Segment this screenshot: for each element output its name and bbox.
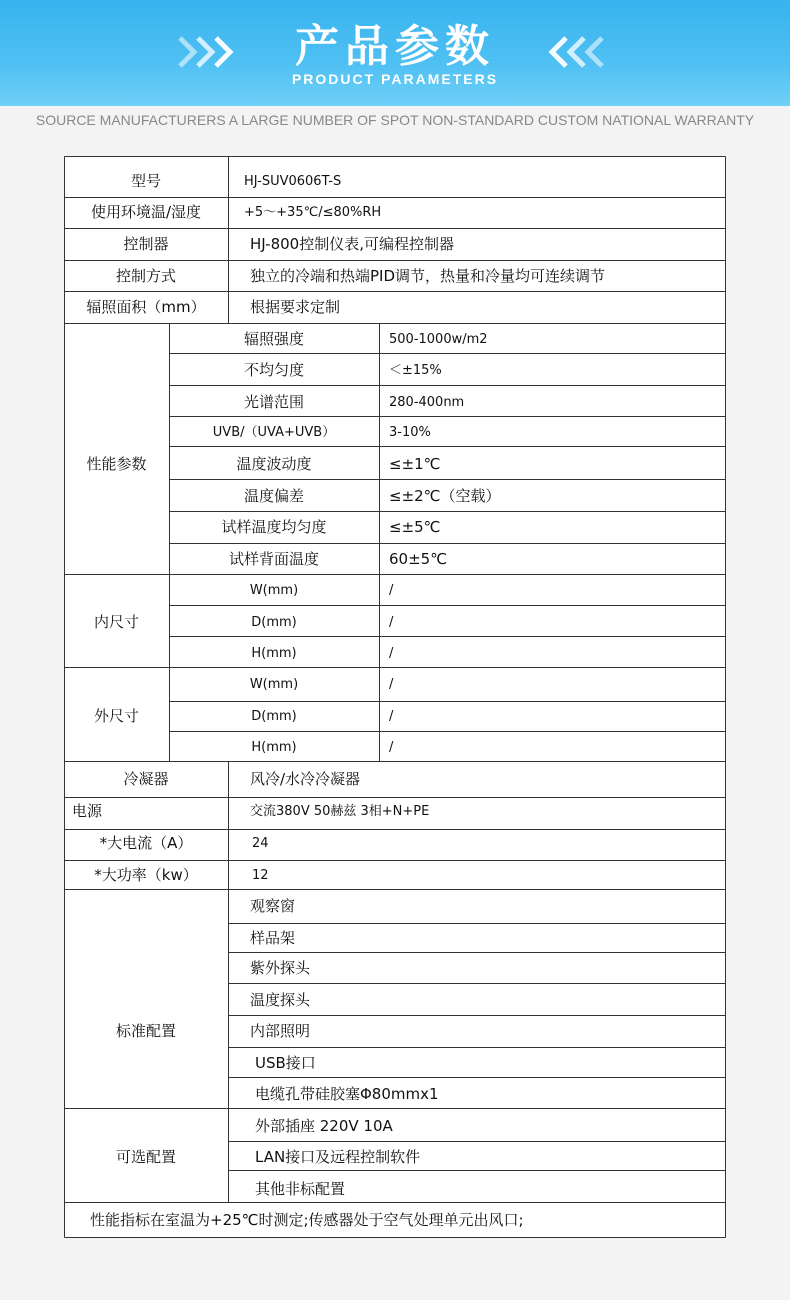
performance-value-4: ≤±1℃ [389,455,441,473]
performance-value-3: 3-10% [389,425,431,440]
outer-label: 外尺寸 [93,707,139,725]
table-grid [64,156,726,1238]
standard-item-2: 紫外探头 [250,959,311,977]
performance-value-5: ≤±2℃（空载） [389,487,501,505]
controller-value: HJ-800控制仪表,可编程控制器 [250,235,454,253]
performance-name-5: 温度偏差 [243,487,304,505]
performance-value-7: 60±5℃ [389,550,448,568]
power-value: 交流380V 50赫兹 3相+N+PE [250,804,430,819]
power-label: 电源 [72,802,103,820]
inner-name-2: H(mm) [251,646,297,661]
outer-name-1: D(mm) [251,709,297,724]
page-subtitle: PRODUCT PARAMETERS [291,71,499,87]
controller-label: 控制器 [123,235,169,253]
performance-value-2: 280-400nm [389,395,465,410]
outer-value-2: / [389,740,394,755]
wattage-value: 12 [252,868,269,883]
inner-name-1: D(mm) [251,615,297,630]
performance-name-2: 光谱范围 [243,393,304,411]
page-title: 产品参数 [295,21,495,72]
optional-label: 可选配置 [115,1148,176,1166]
standard-item-3: 温度探头 [250,991,311,1009]
standard-item-0: 观察窗 [250,897,296,915]
control-mode-label: 控制方式 [115,267,176,285]
optional-item-2: 其他非标配置 [255,1180,346,1198]
wattage-label: *大功率（kw） [94,866,198,884]
performance-value-0: 500-1000w/m2 [389,332,488,347]
performance-value-6: ≤±5℃ [389,518,441,536]
parameters-table [64,156,726,1238]
performance-value-1: ＜±15% [389,363,442,378]
condenser-value: 风冷/水冷冷凝器 [250,770,361,788]
inner-value-0: / [389,583,394,598]
inner-value-1: / [389,615,394,630]
tagline: SOURCE MANUFACTURERS A LARGE NUMBER OF SPOT NON-STANDARD CUSTOM NATIONAL WARRANTY [35,112,755,128]
area-value: 根据要求定制 [250,298,341,316]
current-label: *大电流（A） [99,834,193,852]
outer-value-1: / [389,709,394,724]
model-label: 型号 [130,172,161,190]
footnote: 性能指标在室温为+25℃时测定;传感器处于空气处理单元出风口; [90,1211,524,1229]
performance-label: 性能参数 [86,455,147,473]
area-label: 辐照面积（mm） [86,298,206,316]
double-chevron-left-icon [546,34,612,70]
standard-item-6: 电缆孔带硅胶塞Φ80mmx1 [255,1085,439,1103]
performance-name-7: 试样背面温度 [228,550,319,568]
performance-name-6: 试样温度均匀度 [221,518,327,536]
current-value: 24 [252,836,269,851]
control-mode-value: 独立的冷端和热端PID调节，热量和冷量均可连续调节 [250,267,606,285]
outer-name-2: H(mm) [251,740,297,755]
env-label: 使用环境温/湿度 [90,203,202,221]
performance-name-3: UVB/（UVA+UVB） [212,425,336,440]
outer-value-0: / [389,677,394,692]
standard-item-5: USB接口 [255,1054,316,1072]
inner-value-2: / [389,646,394,661]
outer-name-0: W(mm) [249,677,299,692]
inner-label: 内尺寸 [93,613,139,631]
standard-label: 标准配置 [115,1022,176,1040]
model-value: HJ-SUV0606T-S [244,174,342,189]
env-value: +5～+35℃/≤80%RH [244,205,382,220]
performance-name-0: 辐照强度 [243,330,304,348]
condenser-label: 冷凝器 [123,770,169,788]
header-banner [0,0,790,106]
performance-name-1: 不均匀度 [243,361,304,379]
standard-item-4: 内部照明 [250,1022,311,1040]
performance-name-4: 温度波动度 [236,455,312,473]
optional-item-1: LAN接口及远程控制软件 [255,1148,421,1166]
optional-item-0: 外部插座 220V 10A [255,1117,393,1135]
inner-name-0: W(mm) [249,583,299,598]
standard-item-1: 样品架 [250,929,296,947]
